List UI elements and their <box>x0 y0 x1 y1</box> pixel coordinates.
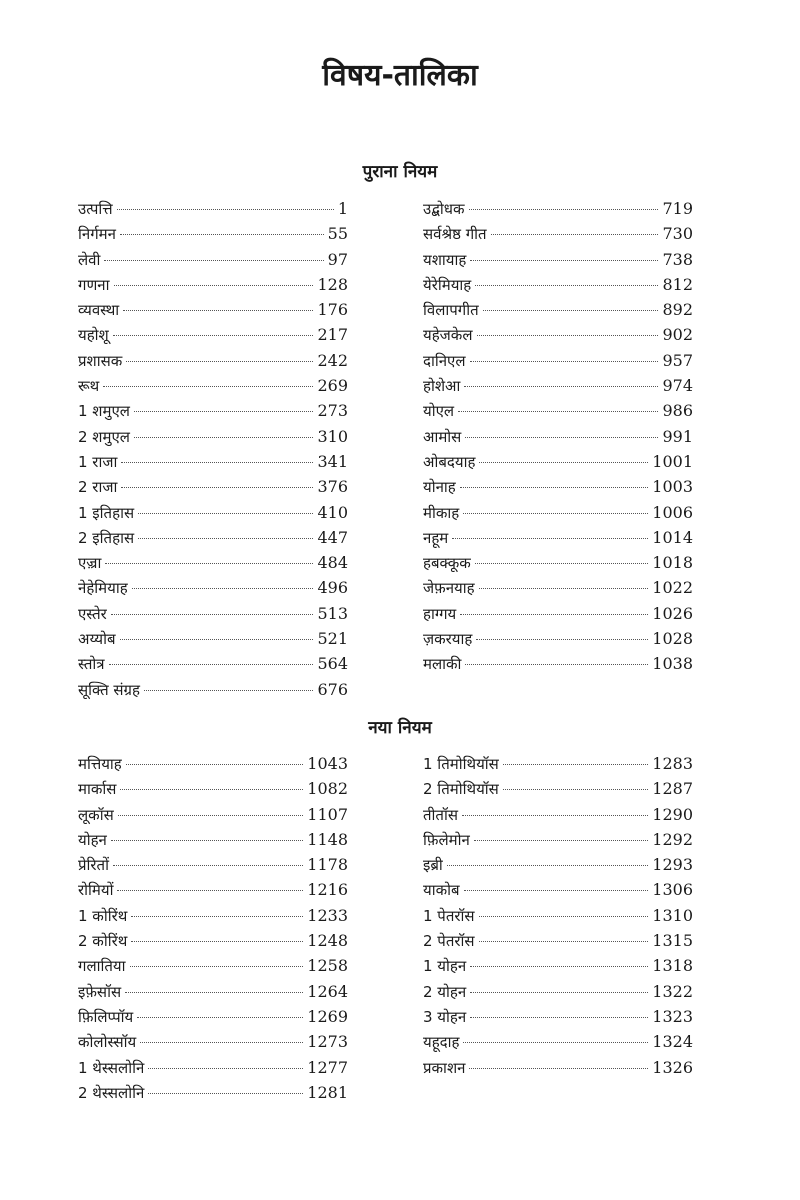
book-name: गलातिया <box>78 957 126 976</box>
book-name: इब्री <box>423 856 443 875</box>
toc-entry[interactable] <box>78 550 348 575</box>
toc-entry[interactable] <box>78 1004 348 1029</box>
book-name: कोलोस्सॉय <box>78 1033 137 1052</box>
dot-leader <box>463 1042 648 1043</box>
book-name: रोमियों <box>78 881 114 900</box>
page-number: 1315 <box>652 931 693 951</box>
dot-leader <box>140 1042 303 1043</box>
book-name: विलापगीत <box>423 301 479 320</box>
page-number: 1281 <box>307 1082 348 1102</box>
dot-leader <box>113 865 303 866</box>
book-name: यहोशू <box>78 326 109 345</box>
toc-entry[interactable] <box>78 852 348 877</box>
book-name: मार्कास <box>78 780 117 799</box>
book-name: 1 पेतरॉस <box>423 906 475 925</box>
toc-entry[interactable] <box>423 928 693 953</box>
book-name: सर्वश्रेष्ठ गीत <box>423 225 487 244</box>
page-number: 484 <box>317 553 348 573</box>
book-name: मीकाह <box>423 503 460 522</box>
toc-entry[interactable] <box>78 802 348 827</box>
dot-leader <box>470 361 659 362</box>
toc-entry[interactable] <box>423 802 693 827</box>
book-name: नेहेमियाह <box>78 579 128 598</box>
dot-leader <box>475 563 649 564</box>
toc-entry[interactable] <box>78 1055 348 1080</box>
book-name: 1 कोरिंथ <box>78 906 128 925</box>
dot-leader <box>465 437 658 438</box>
page-number: 892 <box>662 300 693 320</box>
dot-leader <box>479 916 649 917</box>
book-name: स्तोत्र <box>78 655 105 674</box>
dot-leader <box>464 890 649 891</box>
dot-leader <box>470 966 648 967</box>
dot-leader <box>121 487 313 488</box>
dot-leader <box>148 1068 303 1069</box>
page-number: 128 <box>317 274 348 294</box>
toc-entry[interactable] <box>78 373 348 398</box>
page-number: 974 <box>662 376 693 396</box>
page-number: 1248 <box>307 931 348 951</box>
page-number: 1287 <box>652 779 693 799</box>
page-number: 1283 <box>652 754 693 773</box>
page-number: 1148 <box>307 829 348 849</box>
toc-entry[interactable] <box>78 196 348 221</box>
book-name: निर्गमन <box>78 225 116 244</box>
toc-entry[interactable] <box>423 398 693 423</box>
dot-leader <box>476 639 648 640</box>
page-number: 1318 <box>652 956 693 976</box>
toc-entry[interactable] <box>78 297 348 322</box>
toc-entry[interactable] <box>78 877 348 902</box>
book-name: योएल <box>423 402 455 421</box>
toc-entry[interactable] <box>423 601 693 626</box>
book-name: दानिएल <box>423 351 466 370</box>
dot-leader <box>458 411 658 412</box>
book-name: अय्योब <box>78 630 116 649</box>
page-number: 1233 <box>307 905 348 925</box>
dot-leader <box>460 614 648 615</box>
dot-leader <box>479 941 649 942</box>
dot-leader <box>103 386 313 387</box>
dot-leader <box>469 209 659 210</box>
page-number: 986 <box>662 401 693 421</box>
toc-entry[interactable] <box>423 322 693 347</box>
toc-entry[interactable] <box>423 221 693 246</box>
page-number: 97 <box>327 249 348 269</box>
book-name: 1 थेस्सलोनि <box>78 1058 145 1077</box>
dot-leader <box>113 335 314 336</box>
book-name: येरेमियाह <box>423 275 472 294</box>
dot-leader <box>130 966 304 967</box>
toc-entry[interactable] <box>423 575 693 600</box>
page-number: 1014 <box>652 527 693 547</box>
dot-leader <box>475 285 658 286</box>
dot-leader <box>120 234 324 235</box>
book-name: योहन <box>78 830 107 849</box>
toc-entry[interactable] <box>78 626 348 651</box>
book-name: प्रशासक <box>78 351 123 370</box>
toc-entry[interactable] <box>423 272 693 297</box>
book-name: 2 इतिहास <box>78 528 135 547</box>
toc-entry[interactable] <box>78 651 348 676</box>
book-name: योनाह <box>423 478 456 497</box>
page-number: 719 <box>662 199 693 218</box>
old-testament-heading: पुराना नियम <box>362 162 438 182</box>
book-name: एज़्रा <box>78 554 102 573</box>
dot-leader <box>131 916 303 917</box>
book-name: 2 राजा <box>78 478 118 497</box>
toc-entry[interactable] <box>78 1080 348 1105</box>
page-number: 1 <box>337 199 348 218</box>
toc-entry[interactable] <box>423 776 693 801</box>
dot-leader <box>469 1068 648 1069</box>
page-number: 564 <box>317 654 348 674</box>
page-number: 1028 <box>652 629 693 649</box>
book-name: सूक्ति संग्रह <box>78 680 140 699</box>
toc-entry[interactable] <box>78 424 348 449</box>
toc-entry[interactable] <box>423 751 693 776</box>
dot-leader <box>137 1017 303 1018</box>
new-testament-left-list <box>78 751 348 1105</box>
page-number: 513 <box>317 603 348 623</box>
page-number: 1026 <box>652 603 693 623</box>
book-name: हबक्कूक <box>423 554 471 573</box>
book-name: 1 शमुएल <box>78 402 130 421</box>
dot-leader <box>474 840 648 841</box>
toc-entry[interactable] <box>423 877 693 902</box>
book-name: एस्तेर <box>78 604 107 623</box>
book-name: उत्पत्ति <box>78 200 113 218</box>
dot-leader <box>464 386 658 387</box>
page-number: 1264 <box>307 981 348 1001</box>
toc-entry[interactable] <box>78 903 348 928</box>
toc-entry[interactable] <box>423 1055 693 1080</box>
dot-leader <box>117 209 334 210</box>
page-number: 1003 <box>652 477 693 497</box>
toc-entry[interactable] <box>78 601 348 626</box>
dot-leader <box>123 310 313 311</box>
dot-leader <box>138 538 313 539</box>
dot-leader <box>470 1017 648 1018</box>
book-name: 2 कोरिंथ <box>78 932 128 951</box>
page-number: 447 <box>317 527 348 547</box>
toc-entry[interactable] <box>78 827 348 852</box>
toc-entry[interactable] <box>423 852 693 877</box>
page-number: 1001 <box>652 451 693 471</box>
book-name: 1 योहन <box>423 957 467 976</box>
toc-entry[interactable] <box>78 677 348 702</box>
toc-entry[interactable] <box>78 500 348 525</box>
dot-leader <box>463 513 648 514</box>
book-name: 1 राजा <box>78 452 118 471</box>
book-name: तीतॉस <box>423 805 459 824</box>
dot-leader <box>503 789 648 790</box>
book-name: हाग्गय <box>423 604 457 623</box>
dot-leader <box>462 815 648 816</box>
new-testament-heading: नया नियम <box>368 718 432 738</box>
book-name: 2 थेस्सलोनि <box>78 1083 145 1102</box>
old-testament-left-list <box>78 196 348 702</box>
book-name: होशेआ <box>423 377 461 396</box>
book-name: 2 योहन <box>423 982 467 1001</box>
page-number: 1273 <box>307 1032 348 1052</box>
book-name: 2 पेतरॉस <box>423 932 475 951</box>
toc-entry[interactable] <box>423 196 693 221</box>
page-number: 273 <box>317 401 348 421</box>
dot-leader <box>131 941 303 942</box>
page-number: 812 <box>662 274 693 294</box>
toc-entry[interactable] <box>78 953 348 978</box>
dot-leader <box>117 890 303 891</box>
page-number: 957 <box>662 350 693 370</box>
dot-leader <box>138 513 313 514</box>
toc-entry[interactable] <box>78 272 348 297</box>
dot-leader <box>118 815 304 816</box>
dot-leader <box>126 764 304 765</box>
dot-leader <box>460 487 649 488</box>
book-name: मत्तियाह <box>78 755 122 773</box>
toc-entry[interactable] <box>423 827 693 852</box>
page-number: 1269 <box>307 1006 348 1026</box>
toc-entry[interactable] <box>78 575 348 600</box>
book-name: मलाकी <box>423 655 462 674</box>
toc-entry[interactable] <box>423 1004 693 1029</box>
page-number: 1324 <box>652 1032 693 1052</box>
dot-leader <box>144 690 314 691</box>
book-name: प्रकाशन <box>423 1058 466 1077</box>
page-number: 1022 <box>652 578 693 598</box>
page-number: 376 <box>317 477 348 497</box>
page-number: 55 <box>327 224 348 244</box>
book-name: उद्बोधक <box>423 200 465 218</box>
dot-leader <box>452 538 648 539</box>
toc-entry[interactable] <box>78 776 348 801</box>
toc-entry[interactable] <box>78 348 348 373</box>
dot-leader <box>470 260 658 261</box>
book-name: प्रेरितों <box>78 856 109 875</box>
page-number: 269 <box>317 376 348 396</box>
page-number: 1107 <box>307 804 348 824</box>
toc-entry[interactable] <box>78 221 348 246</box>
page-number: 410 <box>317 502 348 522</box>
toc-entry[interactable] <box>423 626 693 651</box>
toc-entry[interactable] <box>423 979 693 1004</box>
page-number: 521 <box>317 629 348 649</box>
dot-leader <box>447 865 648 866</box>
toc-entry[interactable] <box>423 1029 693 1054</box>
page-title: विषय-तालिका <box>322 58 478 93</box>
old-testament-right-list <box>423 196 693 677</box>
toc-entry[interactable] <box>423 449 693 474</box>
book-name: रूथ <box>78 377 100 396</box>
dot-leader <box>503 764 648 765</box>
toc-entry[interactable] <box>423 903 693 928</box>
book-name: लूकॉस <box>78 805 114 824</box>
book-name: जेफ़नयाह <box>423 579 475 598</box>
dot-leader <box>134 437 314 438</box>
page-number: 1323 <box>652 1006 693 1026</box>
page-number: 1306 <box>652 880 693 900</box>
toc-entry[interactable] <box>78 474 348 499</box>
dot-leader <box>111 840 303 841</box>
book-name: व्यवस्था <box>78 301 120 320</box>
book-name: लेवी <box>78 250 101 269</box>
page-number: 1038 <box>652 654 693 674</box>
page-number: 1292 <box>652 829 693 849</box>
book-name: यहूदाह <box>423 1033 460 1052</box>
dot-leader <box>470 992 648 993</box>
toc-entry[interactable] <box>78 928 348 953</box>
page-number: 1277 <box>307 1057 348 1077</box>
book-name: 2 तिमोथियॉस <box>423 780 499 799</box>
toc-entry[interactable] <box>423 247 693 272</box>
dot-leader <box>125 992 303 993</box>
toc-entry[interactable] <box>423 373 693 398</box>
book-name: ओबदयाह <box>423 452 476 471</box>
page-number: 1293 <box>652 855 693 875</box>
page-number: 738 <box>662 249 693 269</box>
book-name: याकोब <box>423 881 460 900</box>
book-name: यहेजकेल <box>423 326 473 345</box>
dot-leader <box>477 335 659 336</box>
page-number: 730 <box>662 224 693 244</box>
dot-leader <box>109 664 314 665</box>
toc-entry[interactable] <box>423 500 693 525</box>
toc-entry[interactable] <box>423 953 693 978</box>
book-name: नहूम <box>423 528 449 547</box>
dot-leader <box>111 614 314 615</box>
page-number: 242 <box>317 350 348 370</box>
toc-entry[interactable] <box>78 525 348 550</box>
dot-leader <box>483 310 659 311</box>
page-number: 496 <box>317 578 348 598</box>
toc-entry[interactable] <box>423 424 693 449</box>
page-number: 310 <box>317 426 348 446</box>
dot-leader <box>148 1093 303 1094</box>
toc-entry[interactable] <box>78 398 348 423</box>
page-number: 902 <box>662 325 693 345</box>
page-number: 991 <box>662 426 693 446</box>
toc-entry[interactable] <box>423 348 693 373</box>
toc-entry[interactable] <box>423 525 693 550</box>
dot-leader <box>114 285 314 286</box>
page-number: 1178 <box>307 855 348 875</box>
book-name: आमोस <box>423 427 462 446</box>
page-number: 1258 <box>307 956 348 976</box>
dot-leader <box>121 462 313 463</box>
page-number: 1018 <box>652 553 693 573</box>
page-number: 176 <box>317 300 348 320</box>
page-number: 1290 <box>652 804 693 824</box>
dot-leader <box>479 588 649 589</box>
dot-leader <box>491 234 659 235</box>
dot-leader <box>126 361 313 362</box>
page-number: 676 <box>317 679 348 699</box>
dot-leader <box>465 664 648 665</box>
page-number: 1082 <box>307 779 348 799</box>
page-number: 1006 <box>652 502 693 522</box>
page-number: 217 <box>317 325 348 345</box>
toc-entry[interactable] <box>78 449 348 474</box>
page-number: 1322 <box>652 981 693 1001</box>
book-name: 1 तिमोथियॉस <box>423 755 499 773</box>
toc-entry[interactable] <box>78 979 348 1004</box>
toc-entry[interactable] <box>78 322 348 347</box>
book-name: यशायाह <box>423 250 467 269</box>
toc-entry[interactable] <box>423 651 693 676</box>
book-name: 3 योहन <box>423 1007 467 1026</box>
new-testament-right-list <box>423 751 693 1080</box>
dot-leader <box>105 563 313 564</box>
dot-leader <box>134 411 314 412</box>
book-name: ज़करयाह <box>423 630 473 649</box>
page-number: 341 <box>317 451 348 471</box>
dot-leader <box>104 260 323 261</box>
page-number: 1310 <box>652 905 693 925</box>
book-name: इफ़ेसॉस <box>78 982 122 1001</box>
toc-entry[interactable] <box>78 751 348 776</box>
page-number: 1043 <box>307 754 348 773</box>
book-name: फ़िलेमोन <box>423 830 470 849</box>
book-name: फ़िलिप्पॉय <box>78 1007 134 1026</box>
page-number: 1326 <box>652 1057 693 1077</box>
toc-entry[interactable] <box>423 474 693 499</box>
toc-entry[interactable] <box>423 550 693 575</box>
book-name: 2 शमुएल <box>78 427 130 446</box>
dot-leader <box>120 639 314 640</box>
dot-leader <box>120 789 303 790</box>
toc-entry[interactable] <box>78 1029 348 1054</box>
dot-leader <box>132 588 314 589</box>
book-name: 1 इतिहास <box>78 503 135 522</box>
dot-leader <box>479 462 648 463</box>
page-number: 1216 <box>307 880 348 900</box>
toc-entry[interactable] <box>78 247 348 272</box>
toc-entry[interactable] <box>423 297 693 322</box>
book-name: गणना <box>78 275 110 294</box>
